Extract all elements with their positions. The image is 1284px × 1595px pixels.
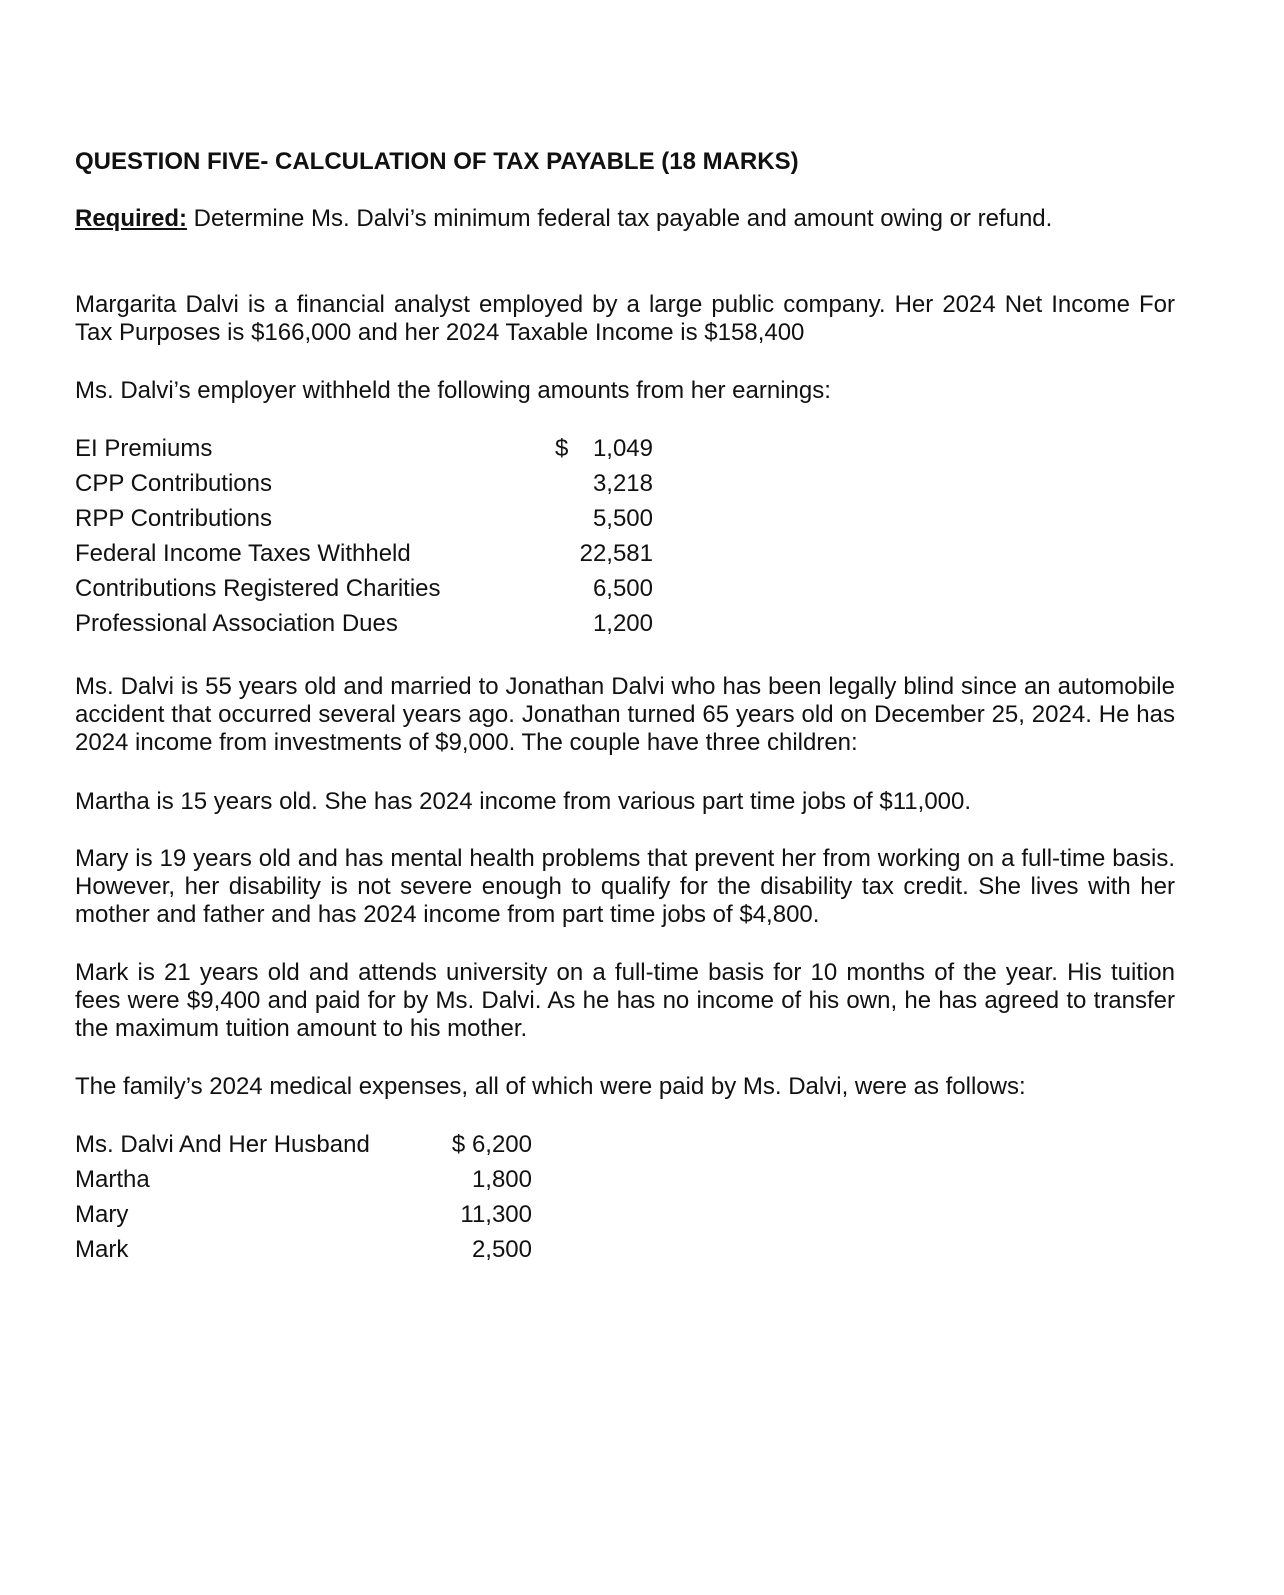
withholding-label: CPP Contributions xyxy=(75,470,272,497)
required-label: Required: xyxy=(75,205,188,232)
withheld-intro: Ms. Dalvi’s employer withheld the following amounts from her earnings: xyxy=(75,377,831,404)
withholding-label: Federal Income Taxes Withheld xyxy=(75,540,411,567)
medical-label: Ms. Dalvi And Her Husband xyxy=(75,1131,370,1158)
medical-label: Mary xyxy=(75,1201,129,1228)
medical-label: Mark xyxy=(75,1236,129,1263)
mark-paragraph: Mark is 21 years old and attends university on a full-time basis for 10 months of the year. His tuition fees were $9,400 and paid for by Ms. Dalvi. As he has no income of his own, he has agreed to transfer the maximum tuition amount to his mother. xyxy=(75,959,1175,1042)
medical-label: Martha xyxy=(75,1166,150,1193)
withholding-amount: 1,200 xyxy=(592,610,653,637)
withholding-amount: 3,218 xyxy=(592,470,653,497)
martha-paragraph: Martha is 15 years old. She has 2024 income from various part time jobs of $11,000. xyxy=(75,788,972,815)
required-line xyxy=(75,205,1052,233)
withholding-label: Contributions Registered Charities xyxy=(75,575,441,602)
withholding-amount: 5,500 xyxy=(592,505,653,532)
family-paragraph: Ms. Dalvi is 55 years old and married to Jonathan Dalvi who has been legally blind since an automobile accident that occurred several years ago. Jonathan turned 65 years old on December 25, 2024. He has 2024 income from investments of $9,000. The couple have three children: xyxy=(75,673,1175,756)
medical-amount: 1,800 xyxy=(471,1166,532,1193)
intro-paragraph: Margarita Dalvi is a financial analyst employed by a large public company. Her 2024 Net Income For Tax Purposes is $166,000 and her 2024 Taxable Income is $158,400 xyxy=(75,291,1175,346)
withholding-amount: 1,049 xyxy=(592,435,653,462)
currency-symbol: $ xyxy=(555,435,569,462)
required-text: Determine Ms. Dalvi’s minimum federal tax payable and amount owing or refund. xyxy=(187,205,1053,232)
withholding-label: Professional Association Dues xyxy=(75,610,398,637)
withholding-amount: 22,581 xyxy=(579,540,653,567)
mary-paragraph: Mary is 19 years old and has mental health problems that prevent her from working on a full-time basis. However, her disability is not severe enough to qualify for the disability tax credit. She lives with her mother and father and has 2024 income from part time jobs of $4,800. xyxy=(75,845,1175,928)
medical-intro: The family’s 2024 medical expenses, all of which were paid by Ms. Dalvi, were as follows: xyxy=(75,1073,1026,1100)
medical-amount: 11,300 xyxy=(460,1201,532,1228)
medical-amount: 2,500 xyxy=(471,1236,532,1263)
question-heading: QUESTION FIVE- CALCULATION OF TAX PAYABLE (18 MARKS) xyxy=(75,148,799,175)
medical-amount: $ 6,200 xyxy=(451,1131,532,1158)
withholding-label: EI Premiums xyxy=(75,435,213,462)
withholding-amount: 6,500 xyxy=(592,575,653,602)
withholding-label: RPP Contributions xyxy=(75,505,272,532)
